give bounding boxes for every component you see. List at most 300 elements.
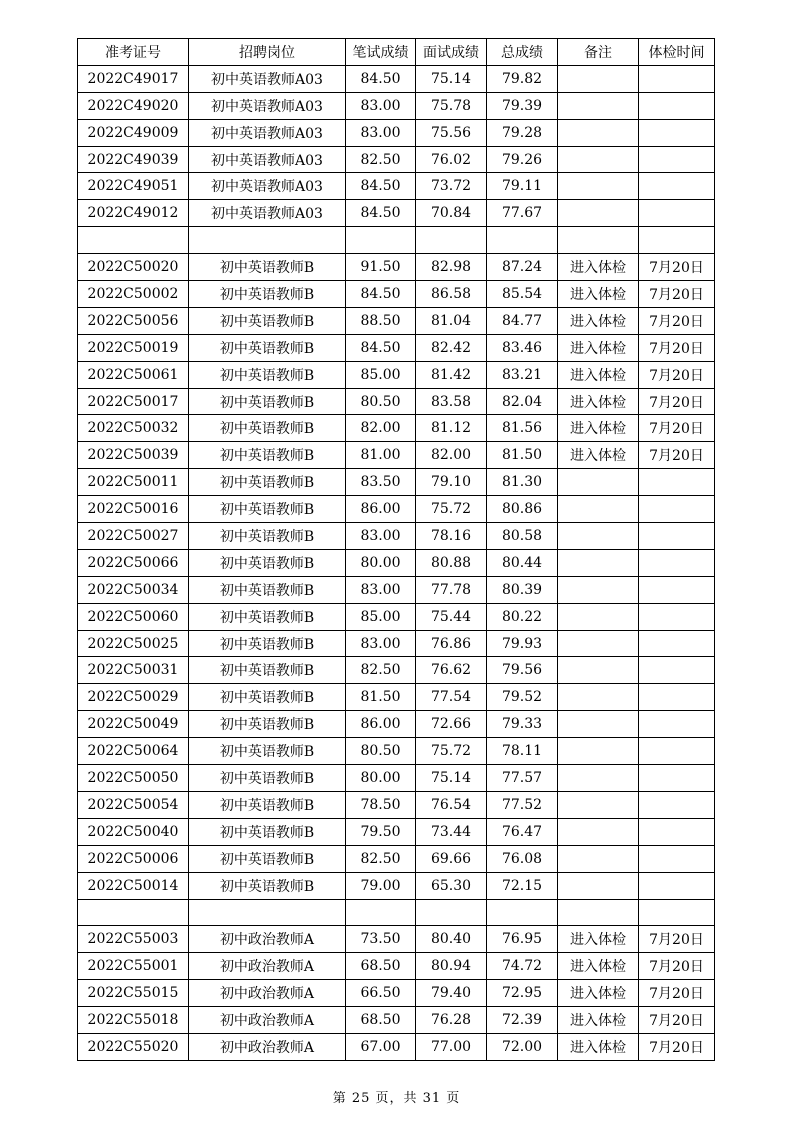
total-score-cell: 80.86 bbox=[487, 496, 558, 523]
table-row bbox=[78, 845, 715, 872]
remarks-cell: 进入体检 bbox=[558, 953, 639, 980]
interview-score-cell: 73.44 bbox=[416, 818, 487, 845]
remarks-cell bbox=[558, 576, 639, 603]
header-cell-exam-id: 准考证号 bbox=[78, 39, 189, 66]
written-score-cell: 80.50 bbox=[346, 738, 416, 765]
exam-date-cell bbox=[639, 92, 715, 119]
remarks-cell: 进入体检 bbox=[558, 926, 639, 953]
total-score-cell: 79.28 bbox=[487, 119, 558, 146]
exam-date-cell bbox=[639, 523, 715, 550]
written-score-cell: 83.00 bbox=[346, 523, 416, 550]
position-cell: 初中英语教师B bbox=[189, 281, 346, 308]
written-score-cell: 83.00 bbox=[346, 92, 416, 119]
written-score-cell: 80.00 bbox=[346, 765, 416, 792]
remarks-cell: 进入体检 bbox=[558, 1033, 639, 1060]
written-score-cell: 79.00 bbox=[346, 872, 416, 899]
position-cell: 初中英语教师B bbox=[189, 254, 346, 281]
exam-id-cell: 2022C50020 bbox=[78, 254, 189, 281]
interview-score-cell: 75.78 bbox=[416, 92, 487, 119]
exam-date-cell bbox=[639, 791, 715, 818]
written-score-cell: 83.00 bbox=[346, 119, 416, 146]
table-row bbox=[78, 711, 715, 738]
interview-score-cell: 80.88 bbox=[416, 549, 487, 576]
exam-date-cell bbox=[639, 227, 715, 254]
interview-score-cell: 79.10 bbox=[416, 469, 487, 496]
written-score-cell: 82.00 bbox=[346, 415, 416, 442]
remarks-cell: 进入体检 bbox=[558, 281, 639, 308]
interview-score-cell: 81.42 bbox=[416, 361, 487, 388]
remarks-cell bbox=[558, 227, 639, 254]
position-cell: 初中英语教师B bbox=[189, 496, 346, 523]
table-row bbox=[78, 630, 715, 657]
table-row bbox=[78, 1007, 715, 1034]
interview-score-cell: 82.00 bbox=[416, 442, 487, 469]
exam-date-cell: 7月20日 bbox=[639, 442, 715, 469]
remarks-cell bbox=[558, 765, 639, 792]
written-score-cell bbox=[346, 899, 416, 926]
interview-score-cell: 77.00 bbox=[416, 1033, 487, 1060]
exam-date-cell bbox=[639, 872, 715, 899]
exam-id-cell: 2022C50064 bbox=[78, 738, 189, 765]
exam-date-cell bbox=[639, 684, 715, 711]
remarks-cell bbox=[558, 818, 639, 845]
total-score-cell: 76.95 bbox=[487, 926, 558, 953]
table-row bbox=[78, 92, 715, 119]
exam-id-cell: 2022C50025 bbox=[78, 630, 189, 657]
position-cell: 初中英语教师B bbox=[189, 872, 346, 899]
total-score-cell: 77.57 bbox=[487, 765, 558, 792]
exam-date-cell bbox=[639, 119, 715, 146]
exam-id-cell: 2022C50019 bbox=[78, 334, 189, 361]
total-score-cell: 77.52 bbox=[487, 791, 558, 818]
written-score-cell: 78.50 bbox=[346, 791, 416, 818]
exam-id-cell: 2022C50039 bbox=[78, 442, 189, 469]
exam-date-cell: 7月20日 bbox=[639, 1007, 715, 1034]
total-score-cell: 81.50 bbox=[487, 442, 558, 469]
remarks-cell bbox=[558, 65, 639, 92]
interview-score-cell bbox=[416, 227, 487, 254]
header-cell-written-score: 笔试成绩 bbox=[346, 39, 416, 66]
total-score-cell: 84.77 bbox=[487, 307, 558, 334]
exam-id-cell: 2022C50050 bbox=[78, 765, 189, 792]
written-score-cell: 67.00 bbox=[346, 1033, 416, 1060]
total-score-cell: 81.56 bbox=[487, 415, 558, 442]
exam-id-cell: 2022C49012 bbox=[78, 200, 189, 227]
written-score-cell: 66.50 bbox=[346, 980, 416, 1007]
position-cell: 初中英语教师B bbox=[189, 469, 346, 496]
remarks-cell: 进入体检 bbox=[558, 1007, 639, 1034]
remarks-cell bbox=[558, 549, 639, 576]
position-cell: 初中政治教师A bbox=[189, 1033, 346, 1060]
total-score-cell: 82.04 bbox=[487, 388, 558, 415]
total-score-cell: 76.08 bbox=[487, 845, 558, 872]
table-row bbox=[78, 415, 715, 442]
exam-id-cell: 2022C50014 bbox=[78, 872, 189, 899]
exam-date-cell: 7月20日 bbox=[639, 1033, 715, 1060]
total-score-cell: 80.58 bbox=[487, 523, 558, 550]
total-score-cell: 79.52 bbox=[487, 684, 558, 711]
table-row bbox=[78, 146, 715, 173]
table-row bbox=[78, 307, 715, 334]
total-score-cell: 79.93 bbox=[487, 630, 558, 657]
exam-id-cell: 2022C50056 bbox=[78, 307, 189, 334]
table-row bbox=[78, 281, 715, 308]
written-score-cell: 82.50 bbox=[346, 657, 416, 684]
table-row bbox=[78, 765, 715, 792]
exam-id-cell: 2022C50034 bbox=[78, 576, 189, 603]
remarks-cell bbox=[558, 684, 639, 711]
table-row bbox=[78, 818, 715, 845]
remarks-cell: 进入体检 bbox=[558, 307, 639, 334]
exam-id-cell bbox=[78, 227, 189, 254]
written-score-cell: 79.50 bbox=[346, 818, 416, 845]
table-body bbox=[78, 65, 715, 1060]
total-score-cell: 85.54 bbox=[487, 281, 558, 308]
remarks-cell: 进入体检 bbox=[558, 361, 639, 388]
written-score-cell: 86.00 bbox=[346, 711, 416, 738]
exam-id-cell: 2022C50054 bbox=[78, 791, 189, 818]
position-cell: 初中英语教师B bbox=[189, 576, 346, 603]
remarks-cell bbox=[558, 711, 639, 738]
table-row bbox=[78, 200, 715, 227]
position-cell: 初中英语教师B bbox=[189, 818, 346, 845]
total-score-cell: 83.21 bbox=[487, 361, 558, 388]
position-cell: 初中英语教师B bbox=[189, 657, 346, 684]
remarks-cell bbox=[558, 791, 639, 818]
total-score-cell: 80.22 bbox=[487, 603, 558, 630]
header-cell-position: 招聘岗位 bbox=[189, 39, 346, 66]
written-score-cell: 80.50 bbox=[346, 388, 416, 415]
table-row bbox=[78, 254, 715, 281]
exam-id-cell: 2022C50060 bbox=[78, 603, 189, 630]
table-row bbox=[78, 576, 715, 603]
table-row bbox=[78, 791, 715, 818]
exam-id-cell: 2022C50027 bbox=[78, 523, 189, 550]
total-score-cell: 74.72 bbox=[487, 953, 558, 980]
exam-id-cell: 2022C50031 bbox=[78, 657, 189, 684]
exam-date-cell bbox=[639, 603, 715, 630]
table-row bbox=[78, 442, 715, 469]
remarks-cell bbox=[558, 200, 639, 227]
interview-score-cell: 75.14 bbox=[416, 65, 487, 92]
position-cell: 初中英语教师A03 bbox=[189, 92, 346, 119]
exam-date-cell: 7月20日 bbox=[639, 953, 715, 980]
position-cell: 初中英语教师B bbox=[189, 603, 346, 630]
remarks-cell bbox=[558, 496, 639, 523]
interview-score-cell: 75.44 bbox=[416, 603, 487, 630]
table-row bbox=[78, 1033, 715, 1060]
exam-id-cell: 2022C50011 bbox=[78, 469, 189, 496]
interview-score-cell: 81.12 bbox=[416, 415, 487, 442]
interview-score-cell bbox=[416, 899, 487, 926]
remarks-cell: 进入体检 bbox=[558, 254, 639, 281]
total-score-cell: 72.15 bbox=[487, 872, 558, 899]
position-cell: 初中英语教师A03 bbox=[189, 146, 346, 173]
table-row bbox=[78, 496, 715, 523]
total-score-cell: 79.39 bbox=[487, 92, 558, 119]
interview-score-cell: 76.62 bbox=[416, 657, 487, 684]
total-score-cell: 79.26 bbox=[487, 146, 558, 173]
exam-date-cell bbox=[639, 818, 715, 845]
exam-date-cell: 7月20日 bbox=[639, 926, 715, 953]
table-row bbox=[78, 173, 715, 200]
position-cell: 初中英语教师B bbox=[189, 523, 346, 550]
written-score-cell: 80.00 bbox=[346, 549, 416, 576]
total-score-cell: 80.44 bbox=[487, 549, 558, 576]
exam-date-cell bbox=[639, 657, 715, 684]
written-score-cell: 82.50 bbox=[346, 146, 416, 173]
interview-score-cell: 82.98 bbox=[416, 254, 487, 281]
position-cell: 初中英语教师A03 bbox=[189, 119, 346, 146]
exam-date-cell: 7月20日 bbox=[639, 415, 715, 442]
interview-score-cell: 75.56 bbox=[416, 119, 487, 146]
written-score-cell bbox=[346, 227, 416, 254]
remarks-cell bbox=[558, 899, 639, 926]
exam-date-cell bbox=[639, 711, 715, 738]
table-row bbox=[78, 119, 715, 146]
position-cell: 初中英语教师B bbox=[189, 361, 346, 388]
exam-id-cell: 2022C49017 bbox=[78, 65, 189, 92]
exam-id-cell: 2022C50006 bbox=[78, 845, 189, 872]
position-cell: 初中英语教师B bbox=[189, 684, 346, 711]
table-row bbox=[78, 361, 715, 388]
header-cell-remarks: 备注 bbox=[558, 39, 639, 66]
exam-id-cell: 2022C55003 bbox=[78, 926, 189, 953]
exam-date-cell bbox=[639, 549, 715, 576]
written-score-cell: 68.50 bbox=[346, 1007, 416, 1034]
interview-score-cell: 82.42 bbox=[416, 334, 487, 361]
remarks-cell: 进入体检 bbox=[558, 980, 639, 1007]
exam-id-cell: 2022C49039 bbox=[78, 146, 189, 173]
position-cell: 初中英语教师B bbox=[189, 765, 346, 792]
table-row bbox=[78, 926, 715, 953]
results-table bbox=[77, 38, 715, 1061]
exam-date-cell bbox=[639, 173, 715, 200]
written-score-cell: 82.50 bbox=[346, 845, 416, 872]
exam-date-cell: 7月20日 bbox=[639, 307, 715, 334]
remarks-cell: 进入体检 bbox=[558, 334, 639, 361]
table-row bbox=[78, 684, 715, 711]
position-cell: 初中英语教师B bbox=[189, 711, 346, 738]
exam-id-cell: 2022C55018 bbox=[78, 1007, 189, 1034]
exam-date-cell bbox=[639, 469, 715, 496]
table-row bbox=[78, 523, 715, 550]
interview-score-cell: 76.86 bbox=[416, 630, 487, 657]
position-cell: 初中英语教师A03 bbox=[189, 173, 346, 200]
interview-score-cell: 81.04 bbox=[416, 307, 487, 334]
remarks-cell: 进入体检 bbox=[558, 415, 639, 442]
header-cell-exam-date: 体检时间 bbox=[639, 39, 715, 66]
table-row bbox=[78, 549, 715, 576]
written-score-cell: 86.00 bbox=[346, 496, 416, 523]
table-row bbox=[78, 899, 715, 926]
exam-id-cell: 2022C50016 bbox=[78, 496, 189, 523]
remarks-cell bbox=[558, 146, 639, 173]
position-cell bbox=[189, 227, 346, 254]
exam-date-cell bbox=[639, 738, 715, 765]
position-cell: 初中英语教师B bbox=[189, 334, 346, 361]
header-cell-total-score: 总成绩 bbox=[487, 39, 558, 66]
total-score-cell bbox=[487, 227, 558, 254]
interview-score-cell: 65.30 bbox=[416, 872, 487, 899]
remarks-cell bbox=[558, 845, 639, 872]
interview-score-cell: 69.66 bbox=[416, 845, 487, 872]
exam-id-cell: 2022C50049 bbox=[78, 711, 189, 738]
header-row bbox=[78, 39, 715, 66]
total-score-cell: 79.11 bbox=[487, 173, 558, 200]
header-cell-interview-score: 面试成绩 bbox=[416, 39, 487, 66]
interview-score-cell: 80.40 bbox=[416, 926, 487, 953]
interview-score-cell: 72.66 bbox=[416, 711, 487, 738]
total-score-cell: 72.00 bbox=[487, 1033, 558, 1060]
position-cell bbox=[189, 899, 346, 926]
total-score-cell: 72.95 bbox=[487, 980, 558, 1007]
position-cell: 初中英语教师A03 bbox=[189, 200, 346, 227]
exam-date-cell: 7月20日 bbox=[639, 388, 715, 415]
written-score-cell: 85.00 bbox=[346, 603, 416, 630]
table-row bbox=[78, 65, 715, 92]
table-row bbox=[78, 738, 715, 765]
exam-date-cell bbox=[639, 576, 715, 603]
exam-date-cell bbox=[639, 845, 715, 872]
exam-id-cell: 2022C50002 bbox=[78, 281, 189, 308]
position-cell: 初中政治教师A bbox=[189, 953, 346, 980]
written-score-cell: 81.50 bbox=[346, 684, 416, 711]
remarks-cell: 进入体检 bbox=[558, 442, 639, 469]
total-score-cell: 80.39 bbox=[487, 576, 558, 603]
table-row bbox=[78, 469, 715, 496]
interview-score-cell: 79.40 bbox=[416, 980, 487, 1007]
position-cell: 初中英语教师B bbox=[189, 791, 346, 818]
written-score-cell: 84.50 bbox=[346, 65, 416, 92]
interview-score-cell: 83.58 bbox=[416, 388, 487, 415]
written-score-cell: 88.50 bbox=[346, 307, 416, 334]
interview-score-cell: 80.94 bbox=[416, 953, 487, 980]
exam-id-cell: 2022C50066 bbox=[78, 549, 189, 576]
position-cell: 初中英语教师B bbox=[189, 630, 346, 657]
total-score-cell: 76.47 bbox=[487, 818, 558, 845]
interview-score-cell: 86.58 bbox=[416, 281, 487, 308]
exam-date-cell: 7月20日 bbox=[639, 361, 715, 388]
exam-date-cell: 7月20日 bbox=[639, 254, 715, 281]
exam-id-cell: 2022C50032 bbox=[78, 415, 189, 442]
position-cell: 初中英语教师B bbox=[189, 738, 346, 765]
exam-id-cell: 2022C49051 bbox=[78, 173, 189, 200]
table-row bbox=[78, 872, 715, 899]
exam-date-cell: 7月20日 bbox=[639, 334, 715, 361]
remarks-cell: 进入体检 bbox=[558, 388, 639, 415]
remarks-cell bbox=[558, 469, 639, 496]
written-score-cell: 85.00 bbox=[346, 361, 416, 388]
exam-id-cell: 2022C50017 bbox=[78, 388, 189, 415]
position-cell: 初中英语教师B bbox=[189, 388, 346, 415]
written-score-cell: 84.50 bbox=[346, 200, 416, 227]
interview-score-cell: 78.16 bbox=[416, 523, 487, 550]
exam-date-cell bbox=[639, 146, 715, 173]
exam-date-cell bbox=[639, 200, 715, 227]
total-score-cell: 79.56 bbox=[487, 657, 558, 684]
total-score-cell: 77.67 bbox=[487, 200, 558, 227]
total-score-cell: 81.30 bbox=[487, 469, 558, 496]
exam-id-cell: 2022C55015 bbox=[78, 980, 189, 1007]
written-score-cell: 84.50 bbox=[346, 281, 416, 308]
interview-score-cell: 77.78 bbox=[416, 576, 487, 603]
exam-date-cell: 7月20日 bbox=[639, 281, 715, 308]
interview-score-cell: 76.54 bbox=[416, 791, 487, 818]
written-score-cell: 81.00 bbox=[346, 442, 416, 469]
table-row bbox=[78, 227, 715, 254]
interview-score-cell: 75.72 bbox=[416, 496, 487, 523]
exam-id-cell: 2022C49009 bbox=[78, 119, 189, 146]
exam-id-cell: 2022C49020 bbox=[78, 92, 189, 119]
position-cell: 初中英语教师B bbox=[189, 442, 346, 469]
written-score-cell: 83.00 bbox=[346, 576, 416, 603]
remarks-cell bbox=[558, 872, 639, 899]
total-score-cell: 83.46 bbox=[487, 334, 558, 361]
exam-date-cell bbox=[639, 65, 715, 92]
interview-score-cell: 70.84 bbox=[416, 200, 487, 227]
total-score-cell: 79.82 bbox=[487, 65, 558, 92]
position-cell: 初中政治教师A bbox=[189, 1007, 346, 1034]
exam-date-cell bbox=[639, 899, 715, 926]
remarks-cell bbox=[558, 92, 639, 119]
exam-id-cell: 2022C55001 bbox=[78, 953, 189, 980]
remarks-cell bbox=[558, 657, 639, 684]
interview-score-cell: 73.72 bbox=[416, 173, 487, 200]
exam-date-cell: 7月20日 bbox=[639, 980, 715, 1007]
remarks-cell bbox=[558, 173, 639, 200]
interview-score-cell: 76.28 bbox=[416, 1007, 487, 1034]
table-row bbox=[78, 603, 715, 630]
remarks-cell bbox=[558, 630, 639, 657]
position-cell: 初中英语教师B bbox=[189, 549, 346, 576]
total-score-cell bbox=[487, 899, 558, 926]
table-row bbox=[78, 980, 715, 1007]
exam-date-cell bbox=[639, 765, 715, 792]
written-score-cell: 73.50 bbox=[346, 926, 416, 953]
total-score-cell: 87.24 bbox=[487, 254, 558, 281]
written-score-cell: 84.50 bbox=[346, 173, 416, 200]
total-score-cell: 79.33 bbox=[487, 711, 558, 738]
position-cell: 初中英语教师B bbox=[189, 307, 346, 334]
table-row bbox=[78, 953, 715, 980]
total-score-cell: 78.11 bbox=[487, 738, 558, 765]
interview-score-cell: 76.02 bbox=[416, 146, 487, 173]
exam-id-cell: 2022C50061 bbox=[78, 361, 189, 388]
written-score-cell: 83.00 bbox=[346, 630, 416, 657]
written-score-cell: 68.50 bbox=[346, 953, 416, 980]
interview-score-cell: 75.14 bbox=[416, 765, 487, 792]
position-cell: 初中政治教师A bbox=[189, 980, 346, 1007]
written-score-cell: 84.50 bbox=[346, 334, 416, 361]
page-footer: 第 25 页，共 31 页 bbox=[332, 1091, 461, 1106]
total-score-cell: 72.39 bbox=[487, 1007, 558, 1034]
table-row bbox=[78, 334, 715, 361]
position-cell: 初中英语教师A03 bbox=[189, 65, 346, 92]
exam-id-cell: 2022C55020 bbox=[78, 1033, 189, 1060]
exam-id-cell bbox=[78, 899, 189, 926]
written-score-cell: 83.50 bbox=[346, 469, 416, 496]
remarks-cell bbox=[558, 119, 639, 146]
table-row bbox=[78, 388, 715, 415]
exam-date-cell bbox=[639, 496, 715, 523]
position-cell: 初中英语教师B bbox=[189, 845, 346, 872]
remarks-cell bbox=[558, 738, 639, 765]
interview-score-cell: 75.72 bbox=[416, 738, 487, 765]
remarks-cell bbox=[558, 603, 639, 630]
remarks-cell bbox=[558, 523, 639, 550]
exam-id-cell: 2022C50040 bbox=[78, 818, 189, 845]
